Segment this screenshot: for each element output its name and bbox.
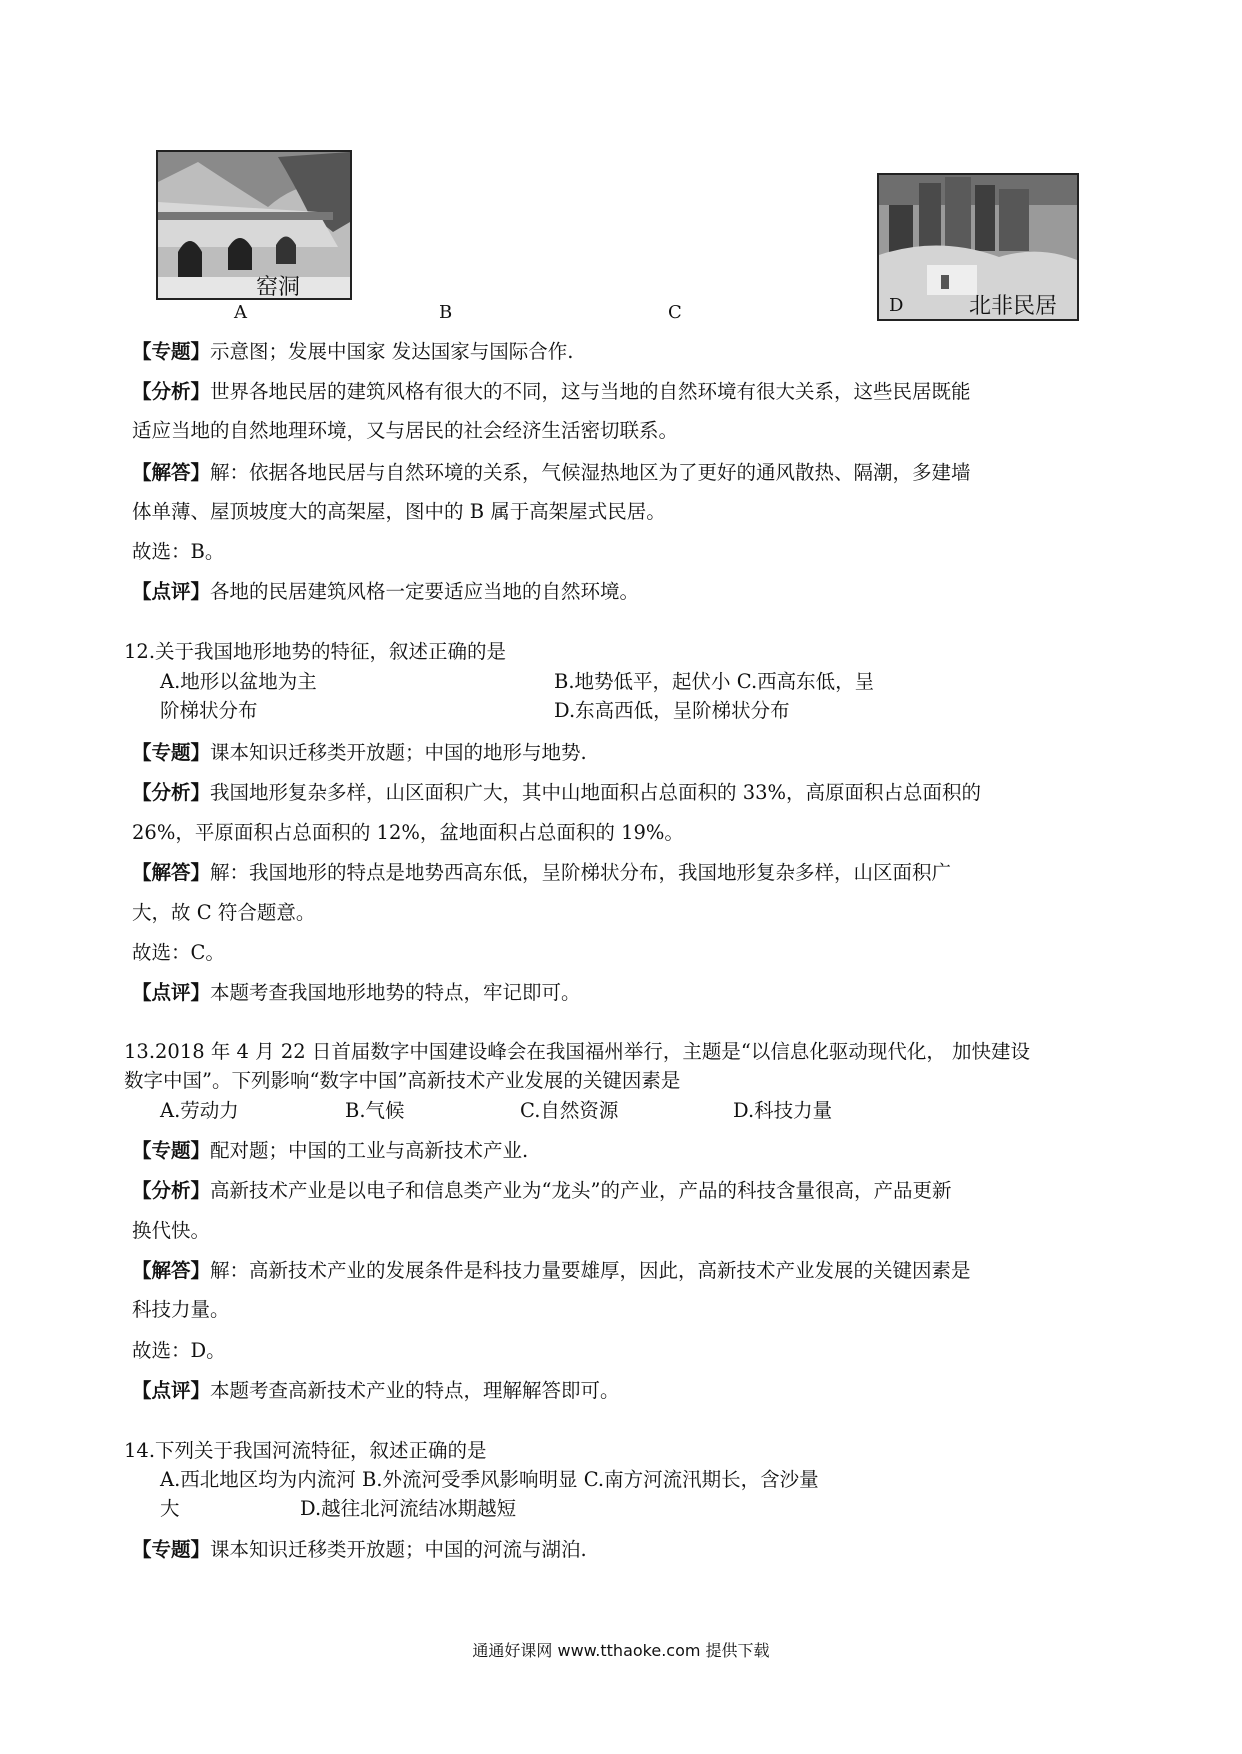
q13-stem-2: 数字中国”。下列影响“数字中国”高新技术产业发展的关键因素是: [124, 1069, 681, 1092]
figure-label-b: B: [439, 302, 453, 323]
q11-analysis-line-2: 适应当地的自然地理环境，又与居民的社会经济生活密切联系。: [132, 419, 679, 442]
answer-tag: 【解答】: [132, 461, 211, 484]
comment-tag: 【点评】: [132, 1379, 211, 1402]
analysis-tag: 【分析】: [132, 781, 211, 804]
q11-analysis-line-1: [132, 379, 971, 405]
q12-answer-1: 解：我国地形的特点是地势西高东低，呈阶梯状分布，我国地形复杂多样，山区面积广: [210, 861, 952, 884]
q13-analysis-1: 高新技术产业是以电子和信息类产业为“龙头”的产业，产品的科技含量很高，产品更新: [210, 1179, 952, 1202]
q11-comment: 各地的民居建筑风格一定要适应当地的自然环境。: [210, 580, 640, 603]
analysis-tag: 【分析】: [132, 1179, 211, 1202]
q12-answer-line-1: [132, 860, 951, 886]
answer-tag: 【解答】: [132, 861, 211, 884]
q13-answer-line-1: [132, 1258, 971, 1284]
q12-answer-line-2: 大，故 C 符合题意。: [132, 901, 316, 924]
topic-tag: 【专题】: [132, 741, 211, 764]
q14-topic: 课本知识迁移类开放题；中国的河流与湖泊.: [210, 1538, 587, 1561]
q12-option-d: D.东高西低，呈阶梯状分布: [554, 699, 790, 722]
q11-comment-line: [132, 579, 639, 605]
q13-answer-1: 解：高新技术产业的发展条件是科技力量要雄厚，因此，高新技术产业发展的关键因素是: [210, 1259, 971, 1282]
north-africa-house-photo: [877, 173, 1079, 321]
comment-tag: 【点评】: [132, 580, 211, 603]
q12-option-c-cont: 阶梯状分布: [160, 699, 258, 722]
q12-topic: 课本知识迁移类开放题；中国的地形与地势.: [210, 741, 587, 764]
q11-answer-line-1: [132, 460, 971, 486]
q11-topic-line: [132, 339, 573, 365]
topic-tag: 【专题】: [132, 340, 211, 363]
cave-dwelling-image: [158, 152, 350, 298]
figure-label-c: C: [668, 302, 682, 323]
q14-topic-line: [132, 1537, 587, 1563]
answer-tag: 【解答】: [132, 1259, 211, 1282]
q12-analysis-line-2: 26%，平原面积占总面积的 12%，盆地面积占总面积的 19%。: [132, 821, 684, 844]
q13-analysis-line-2: 换代快。: [132, 1219, 211, 1242]
q11-topic: 示意图；发展中国家 发达国家与国际合作.: [210, 340, 574, 363]
q13-answer-line-2: 科技力量。: [132, 1298, 230, 1321]
q13-analysis-line-1: [132, 1178, 951, 1204]
q13-topic-line: [132, 1138, 528, 1164]
q12-analysis-1: 我国地形复杂多样，山区面积广大，其中山地面积占总面积的 33%，高原面积占总面积的: [210, 781, 982, 804]
topic-tag: 【专题】: [132, 1139, 211, 1162]
q14-options-1: A.西北地区均为内流河 B.外流河受季风影响明显 C.南方河流汛期长，含沙量: [160, 1468, 819, 1491]
q12-option-a: A.地形以盆地为主: [160, 670, 317, 693]
q13-choice: 故选：D。: [132, 1339, 226, 1362]
q11-choice: 故选：B。: [132, 540, 225, 563]
q14-options-2a: 大: [160, 1497, 180, 1520]
q13-option-d: D.科技力量: [733, 1099, 833, 1122]
q13-stem-1: 13.2018 年 4 月 22 日首届数字中国建设峰会在我国福州举行，主题是“以信息化驱动现代化， 加快建设: [124, 1040, 1031, 1063]
q12-comment-line: [132, 980, 581, 1006]
q13-comment-line: [132, 1378, 620, 1404]
q11-answer-line-2: 体单薄、屋顶坡度大的高架屋，图中的 B 属于高架屋式民居。: [132, 500, 666, 523]
q12-choice: 故选：C。: [132, 941, 225, 964]
q12-topic-line: [132, 740, 587, 766]
topic-tag: 【专题】: [132, 1538, 211, 1561]
q11-answer-1: 解：依据各地民居与自然环境的关系，气候湿热地区为了更好的通风散热、隔潮，多建墙: [210, 461, 971, 484]
q12-option-bc: B.地势低平，起伏小 C.西高东低，呈: [554, 670, 875, 693]
q12-analysis-line-1: [132, 780, 981, 806]
photo-a-caption: 窑洞: [256, 275, 301, 300]
q14-stem: 14.下列关于我国河流特征，叙述正确的是: [124, 1439, 487, 1462]
q13-option-b: B.气候: [345, 1099, 405, 1122]
analysis-tag: 【分析】: [132, 380, 211, 403]
page-footer: 通通好课网 www.tthaoke.com 提供下载: [472, 1641, 770, 1660]
q12-comment: 本题考查我国地形地势的特点，牢记即可。: [210, 981, 581, 1004]
cave-dwelling-photo: [156, 150, 352, 300]
q13-comment: 本题考查高新技术产业的特点，理解解答即可。: [210, 1379, 620, 1402]
comment-tag: 【点评】: [132, 981, 211, 1004]
q13-topic: 配对题；中国的工业与高新技术产业.: [210, 1139, 529, 1162]
photo-d-caption: 北非民居: [969, 294, 1058, 319]
q14-option-d: D.越往北河流结冰期越短: [300, 1497, 517, 1520]
q11-analysis-1: 世界各地民居的建筑风格有很大的不同，这与当地的自然环境有很大关系，这些民居既能: [210, 380, 971, 403]
q12-stem: 12.关于我国地形地势的特征，叙述正确的是: [124, 640, 507, 663]
figure-label-d: D: [889, 295, 904, 316]
q13-option-a: A.劳动力: [160, 1099, 239, 1122]
q13-option-c: C.自然资源: [520, 1099, 619, 1122]
figure-label-a: A: [234, 302, 247, 323]
